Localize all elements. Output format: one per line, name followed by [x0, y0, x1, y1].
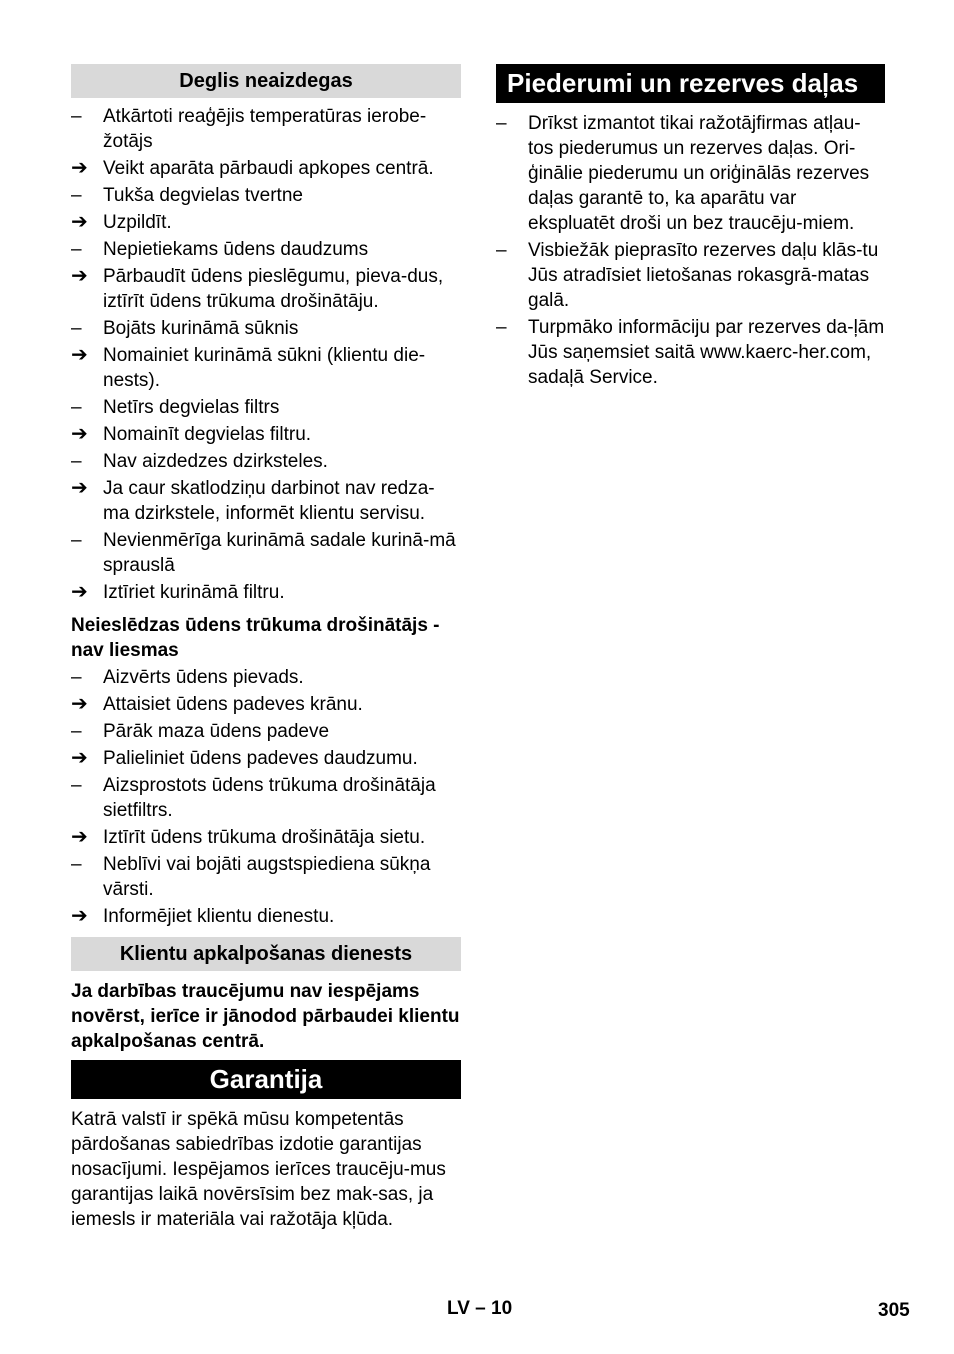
arrow-right-icon: ➔	[71, 344, 88, 366]
burner-troubleshooting-list	[71, 104, 461, 605]
arrow-right-icon: ➔	[71, 423, 88, 445]
water-shortage-troubleshooting-list	[71, 665, 461, 929]
footer-language-code: LV	[447, 1298, 470, 1319]
list-item-text: Veikt aparāta pārbaudi apkopes centrā.	[103, 158, 434, 179]
accessory-item-cause	[496, 111, 885, 236]
list-item-text: Palieliniet ūdens padeves daudzumu.	[103, 748, 418, 769]
list-item-text: Turpmāko informāciju par rezerves da-ļām Jūs saņemsiet saitā www.kaerc-her.com, sadaļā Service.	[528, 317, 885, 388]
dash-bullet-icon: –	[71, 185, 82, 206]
arrow-right-icon: ➔	[71, 747, 88, 769]
arrow-right-icon: ➔	[71, 265, 88, 287]
burner-item-remedy	[71, 156, 461, 181]
list-item-text: Neblīvi vai bojāti augstspiediena sūkņa vārsti.	[103, 854, 431, 900]
water-item-cause	[71, 773, 461, 823]
list-item-text: Nav aizdedzes dzirksteles.	[103, 451, 328, 472]
dash-bullet-icon: –	[71, 451, 82, 472]
list-item-text: Uzpildīt.	[103, 212, 172, 233]
burner-item-remedy	[71, 422, 461, 447]
dash-bullet-icon: –	[71, 667, 82, 688]
list-item-text: Attaisiet ūdens padeves krānu.	[103, 694, 363, 715]
list-item-text: Aizvērts ūdens pievads.	[103, 667, 304, 688]
burner-item-remedy	[71, 343, 461, 393]
dash-bullet-icon: –	[496, 317, 507, 338]
dash-bullet-icon: –	[71, 530, 82, 551]
left-column	[71, 64, 461, 1232]
list-item-text: Nomainiet kurināmā sūkni (klientu die-nests).	[103, 345, 426, 391]
burner-item-cause	[71, 104, 461, 154]
list-item-text: Ja caur skatlodziņu darbinot nav redza-ma dzirkstele, informēt klientu servisu.	[103, 478, 435, 524]
list-item-text: Pārāk maza ūdens padeve	[103, 721, 330, 742]
list-item-text: Iztīrīt ūdens trūkuma drošinātāja sietu.	[103, 827, 426, 848]
accessories-list	[496, 111, 885, 390]
dash-bullet-icon: –	[71, 854, 82, 875]
list-item-text: Bojāts kurināmā sūknis	[103, 318, 299, 339]
water-item-remedy	[71, 746, 461, 771]
list-item-text: Iztīriet kurināmā filtru.	[103, 582, 285, 603]
list-item-text: Visbiežāk pieprasīto rezerves daļu klās-tu Jūs atradīsiet lietošanas rokasgrā-matas galā.	[528, 240, 879, 311]
burner-item-cause	[71, 395, 461, 420]
accessory-item-cause	[496, 238, 885, 313]
arrow-right-icon: ➔	[71, 211, 88, 233]
section-heading-warranty: Garantija	[71, 1060, 461, 1099]
list-item-text: Netīrs degvielas filtrs	[103, 397, 280, 418]
dash-bullet-icon: –	[71, 318, 82, 339]
dash-bullet-icon: –	[71, 397, 82, 418]
water-item-cause	[71, 852, 461, 902]
dash-bullet-icon: –	[71, 721, 82, 742]
footer-section-page: – 10	[475, 1298, 513, 1319]
list-item-text: Nomainīt degvielas filtru.	[103, 424, 312, 445]
burner-item-cause	[71, 183, 461, 208]
arrow-right-icon: ➔	[71, 477, 88, 499]
list-item-text: Atkārtoti reaģējis temperatūras ierobe-žotājs	[103, 106, 427, 152]
burner-item-remedy	[71, 210, 461, 235]
section-heading-water-shortage: Neieslēdzas ūdens trūkuma drošinātājs - nav liesmas	[71, 615, 440, 661]
footer-language	[447, 1296, 512, 1321]
section-heading-accessories: Piederumi un rezerves daļas	[496, 64, 885, 103]
list-item-text: Drīkst izmantot tikai ražotājfirmas atļau-tos piederumus un rezerves daļas. Ori-ģinālie piederumu un oriģinālās rezerves daļas garantē to, ka aparātu var ekspluatēt droši un bez traucēju-miem.	[528, 113, 870, 234]
right-column	[496, 64, 885, 392]
page-number: 305	[878, 1300, 910, 1321]
dash-bullet-icon: –	[71, 239, 82, 260]
water-item-cause	[71, 719, 461, 744]
burner-item-remedy	[71, 580, 461, 605]
water-item-remedy	[71, 692, 461, 717]
burner-item-cause	[71, 237, 461, 262]
dash-bullet-icon: –	[496, 240, 507, 261]
burner-item-cause	[71, 528, 461, 578]
accessory-item-cause	[496, 315, 885, 390]
burner-item-cause	[71, 449, 461, 474]
arrow-right-icon: ➔	[71, 826, 88, 848]
water-item-remedy	[71, 825, 461, 850]
list-item-text: Nevienmērīga kurināmā sadale kurinā-mā sprauslā	[103, 530, 456, 576]
burner-item-cause	[71, 316, 461, 341]
section-heading-burner: Deglis neaizdegas	[71, 64, 461, 98]
dash-bullet-icon: –	[71, 106, 82, 127]
warranty-text: Katrā valstī ir spēkā mūsu kompetentās pārdošanas sabiedrības izdotie garantijas nosacījumi. Iespējamos ierīces traucēju-mus garantijas laikā novērsīsim bez mak-sas, ja iemesls ir materiāla vai ražotāja kļūda.	[71, 1109, 446, 1230]
list-item-text: Nepietiekams ūdens daudzums	[103, 239, 369, 260]
arrow-right-icon: ➔	[71, 581, 88, 603]
dash-bullet-icon: –	[496, 113, 507, 134]
arrow-right-icon: ➔	[71, 693, 88, 715]
burner-item-remedy	[71, 476, 461, 526]
list-item-text: Pārbaudīt ūdens pieslēgumu, pieva-dus, iztīrīt ūdens trūkuma drošinātāju.	[103, 266, 444, 312]
arrow-right-icon: ➔	[71, 905, 88, 927]
burner-item-remedy	[71, 264, 461, 314]
list-item-text: Aizsprostots ūdens trūkuma drošinātāja sietfiltrs.	[103, 775, 436, 821]
list-item-text: Informējiet klientu dienestu.	[103, 906, 335, 927]
list-item-text: Tukša degvielas tvertne	[103, 185, 303, 206]
customer-service-text: Ja darbības traucējumu nav iespējams novērst, ierīce ir jānodod pārbaudei klientu apkalpošanas centrā.	[71, 981, 460, 1052]
water-item-cause	[71, 665, 461, 690]
arrow-right-icon: ➔	[71, 157, 88, 179]
section-heading-customer-service: Klientu apkalpošanas dienests	[71, 937, 461, 971]
dash-bullet-icon: –	[71, 775, 82, 796]
water-item-remedy	[71, 904, 461, 929]
